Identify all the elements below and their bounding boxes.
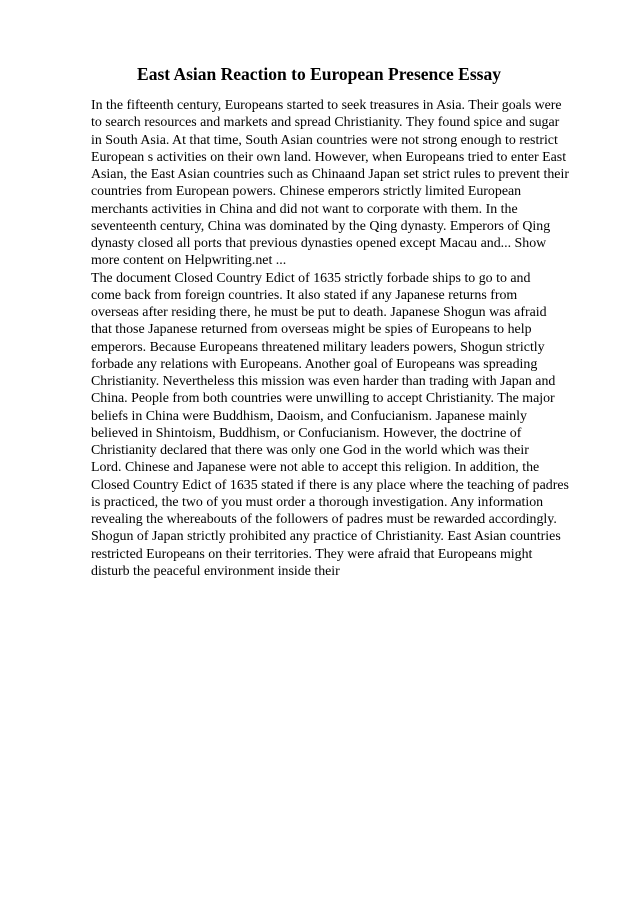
text-line: beliefs in China were Buddhism, Daoism, and Confucianism. Japanese mainly	[91, 408, 527, 424]
text-line: to search resources and markets and spread Christianity. They found spice and sugar	[91, 115, 560, 131]
text-line: in South Asia. At that time, South Asian countries were not strong enough to restrict	[91, 132, 558, 148]
text-line: more content on Helpwriting.net ...	[91, 253, 287, 269]
text-line: merchants activities in China and did not want to corporate with them. In the	[91, 201, 518, 217]
text-line: Shogun of Japan strictly prohibited any practice of Christianity. East Asian countries	[91, 529, 561, 545]
text-line: Closed Country Edict of 1635 stated if there is any place where the teaching of padres	[91, 477, 569, 493]
text-line: Christianity. Nevertheless this mission was even harder than trading with Japan and	[91, 374, 556, 389]
text-line: Lord. Chinese and Japanese were not able to accept this religion. In addition, the	[91, 460, 540, 476]
text-line: Asian, the East Asian countries such as Chinaand Japan set strict rules to prevent their	[91, 167, 569, 182]
text-line: countries from European powers. Chinese emperors strictly limited European	[91, 184, 522, 200]
text-line: Christianity declared that there was only one God in the world which was their	[91, 443, 529, 458]
text-line: is practiced, the two of you must order a thorough investigation. Any information	[91, 494, 544, 510]
text-line: revealing the whereabouts of the followers of padres must be rewarded accordingly.	[91, 512, 557, 527]
document-title: East Asian Reaction to European Presence Essay	[137, 64, 501, 84]
text-line: restricted Europeans on their territories. They were afraid that Europeans might	[91, 546, 533, 562]
text-line: The document Closed Country Edict of 1635 strictly forbade ships to go to and	[91, 270, 531, 286]
text-line: emperors. Because Europeans threatened military leaders powers, Shogun strictly	[91, 339, 545, 355]
text-line: seventeenth century, China was dominated by the Qing dynasty. Emperors of Qing	[91, 218, 551, 234]
text-line: dynasty closed all ports that previous dynasties opened except Macau and... Show	[91, 236, 547, 251]
essay-body	[91, 97, 601, 580]
text-line: In the fifteenth century, Europeans started to seek treasures in Asia. Their goals were	[91, 98, 562, 113]
text-line: come back from foreign countries. It also stated if any Japanese returns from	[91, 287, 518, 303]
text-line: disturb the peaceful environment inside their	[91, 563, 340, 579]
text-line: that those Japanese returned from overseas might be spies of Europeans to help	[91, 322, 532, 338]
text-line: believed in Shintoism, Buddhism, or Confucianism. However, the doctrine of	[91, 425, 522, 441]
text-line: China. People from both countries were unwilling to accept Christianity. The major	[91, 391, 555, 407]
text-line: European s activities on their own land. However, when Europeans tried to enter East	[91, 149, 567, 165]
text-line: overseas after residing there, he must be put to death. Japanese Shogun was afraid	[91, 305, 547, 320]
text-line: forbade any relations with Europeans. Another goal of Europeans was spreading	[91, 356, 538, 372]
